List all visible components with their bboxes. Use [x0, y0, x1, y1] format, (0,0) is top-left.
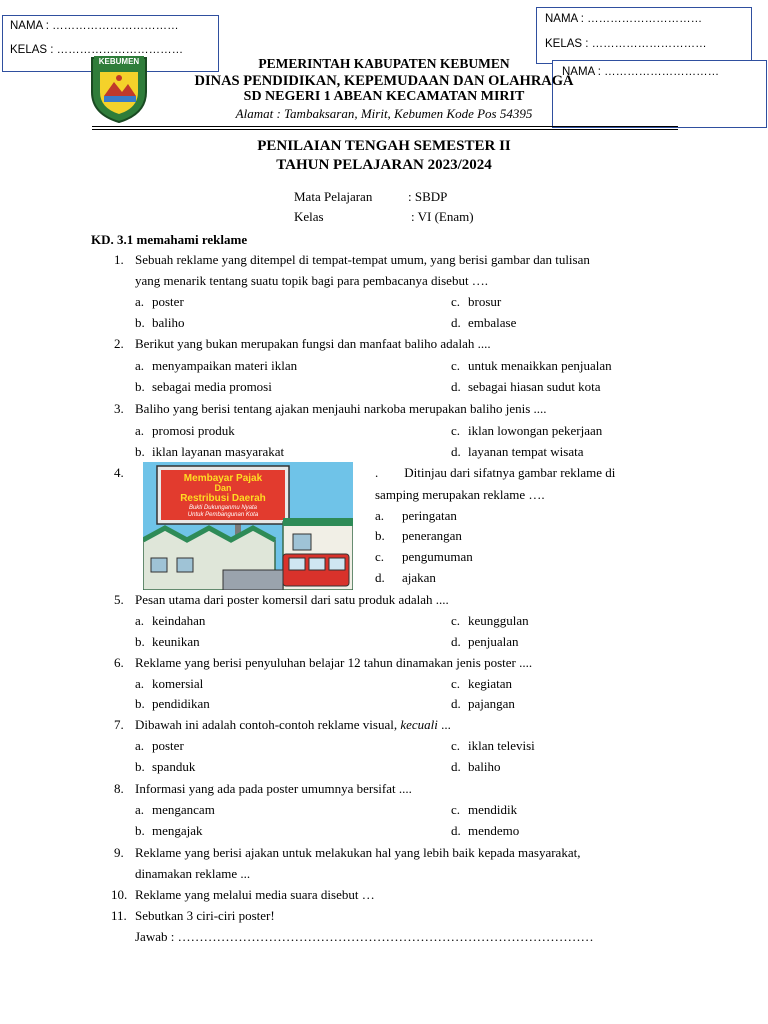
option-letter: b.: [135, 696, 145, 711]
option-letter: d.: [451, 823, 461, 838]
option-letter: d.: [451, 696, 461, 711]
competency-heading: KD. 3.1 memahami reklame: [91, 232, 248, 247]
billboard-line-1: Membayar Pajak: [183, 473, 263, 484]
question-text: Sebutkan 3 ciri-ciri poster!: [135, 908, 275, 923]
option-letter: b.: [135, 444, 145, 459]
question-number: 7.: [114, 717, 124, 732]
exam-year: TAHUN PELAJARAN 2023/2024: [276, 157, 492, 173]
question-text: . Ditinjau dari sifatnya gambar reklame di: [375, 465, 616, 480]
option-letter: a.: [135, 294, 145, 309]
subject-label: Mata Pelajaran: [294, 189, 373, 204]
question-text-italic: kecuali: [400, 717, 438, 732]
option-letter: c.: [451, 802, 461, 817]
billboard-line-3: Restribusi Daerah: [180, 493, 266, 504]
option-letter: b.: [135, 823, 145, 838]
option-letter: b.: [135, 315, 145, 330]
option-letter: b.: [375, 528, 385, 543]
option-d: penjualan: [468, 634, 519, 649]
class-label: Kelas: [294, 209, 324, 224]
billboard-line-2: Dan: [214, 483, 232, 493]
option-letter: b.: [135, 759, 145, 774]
billboard-line-4: Bukti Dukunganmu Nyata: [188, 505, 258, 511]
header-address: Alamat : Tambaksaran, Mirit, Kebumen Kode Pos 54395: [235, 106, 533, 121]
question-text: [135, 717, 451, 733]
option-a: promosi produk: [152, 423, 235, 438]
question-number: 1.: [114, 252, 124, 267]
question-text-cont: dinamakan reklame ...: [135, 866, 251, 881]
option-letter: c.: [451, 738, 461, 753]
question-text: Baliho yang berisi tentang ajakan menjauhi narkoba merupakan baliho jenis ....: [135, 401, 547, 416]
question-number: 8.: [114, 781, 124, 796]
option-letter: a.: [375, 508, 385, 523]
class-field-label: KELAS : ……………………………: [10, 44, 184, 56]
option-d: sebagai hiasan sudut kota: [468, 379, 601, 394]
option-a: poster: [152, 738, 184, 753]
option-letter: a.: [135, 613, 145, 628]
option-letter: a.: [135, 738, 145, 753]
option-letter: c.: [451, 294, 461, 309]
question-text: Informasi yang ada pada poster umumnya bersifat ....: [135, 781, 412, 796]
option-c: kegiatan: [468, 676, 513, 691]
header-line-3: SD NEGERI 1 ABEAN KECAMATAN MIRIT: [243, 89, 525, 104]
option-letter: c.: [451, 423, 461, 438]
option-a: poster: [152, 294, 184, 309]
name-field-label: NAMA : …………………………: [545, 13, 703, 25]
option-c: untuk menaikkan penjualan: [468, 358, 612, 373]
question-text: Reklame yang berisi penyuluhan belajar 12 tahun dinamakan jenis poster ....: [135, 655, 533, 670]
logo-text: KEBUMEN: [98, 57, 140, 66]
option-letter: c.: [451, 613, 461, 628]
option-letter: d.: [451, 634, 461, 649]
option-letter: c.: [451, 358, 461, 373]
subject-value: : SBDP: [408, 189, 448, 204]
option-b: pendidikan: [152, 696, 210, 711]
question-text: Pesan utama dari poster komersil dari satu produk adalah ....: [135, 592, 449, 607]
option-c: pengumuman: [402, 549, 473, 564]
option-c: mendidik: [468, 802, 518, 817]
question-number: 3.: [114, 401, 124, 416]
header-divider-thin: [92, 129, 678, 130]
option-letter: c.: [375, 549, 385, 564]
header-line-1: PEMERINTAH KABUPATEN KEBUMEN: [258, 56, 510, 71]
option-letter: d.: [451, 315, 461, 330]
exam-title: PENILAIAN TENGAH SEMESTER II: [257, 138, 511, 154]
option-b: sebagai media promosi: [152, 379, 272, 394]
option-letter: a.: [135, 358, 145, 373]
option-a: menyampaikan materi iklan: [152, 358, 298, 373]
option-a: peringatan: [402, 508, 457, 523]
name-field-label: NAMA : …………………………: [562, 66, 720, 78]
option-letter: c.: [451, 676, 461, 691]
option-a: komersial: [152, 676, 204, 691]
option-d: baliho: [468, 759, 501, 774]
class-field-label: KELAS : …………………………: [545, 38, 707, 50]
header-line-2: DINAS PENDIDIKAN, KEPEMUDAAN DAN OLAHRAGA: [194, 73, 574, 89]
option-b: mengajak: [152, 823, 203, 838]
option-letter: a.: [135, 802, 145, 817]
option-letter: d.: [451, 759, 461, 774]
option-b: iklan layanan masyarakat: [152, 444, 285, 459]
question-number: 5.: [114, 592, 124, 607]
option-a: keindahan: [152, 613, 206, 628]
question-text-cont: yang menarik tentang suatu topik bagi para pembacanya disebut ….: [135, 273, 489, 288]
question-number: 10.: [111, 887, 128, 902]
option-letter: b.: [135, 379, 145, 394]
answer-line[interactable]: Jawab : ……………………………………………………………………………………: [135, 929, 594, 944]
question-text-main: Dibawah ini adalah contoh-contoh reklame visual,: [135, 717, 401, 732]
option-letter: d.: [375, 570, 385, 585]
option-b: baliho: [152, 315, 185, 330]
billboard-line-5: Untuk Pembangunan Kota: [187, 512, 259, 518]
option-b: penerangan: [402, 528, 462, 543]
option-d: ajakan: [402, 570, 436, 585]
question-text: Sebuah reklame yang ditempel di tempat-tempat umum, yang berisi gambar dan tulisan: [135, 252, 590, 267]
option-a: mengancam: [152, 802, 215, 817]
name-field-label: NAMA : ……………………………: [10, 20, 179, 32]
option-d: pajangan: [468, 696, 515, 711]
option-letter: d.: [451, 379, 461, 394]
question-text: Reklame yang melalui media suara disebut …: [135, 887, 375, 902]
option-d: layanan tempat wisata: [468, 444, 584, 459]
question-number: 4.: [114, 465, 124, 480]
option-letter: d.: [451, 444, 461, 459]
question-number: 9.: [114, 845, 124, 860]
billboard-illustration: [143, 462, 353, 590]
question-number: 6.: [114, 655, 124, 670]
option-b: keunikan: [152, 634, 200, 649]
question-number: 2.: [114, 336, 124, 351]
question-text: Reklame yang berisi ajakan untuk melakukan hal yang lebih baik kepada masyarakat,: [135, 845, 581, 860]
question-text-end: ...: [437, 717, 451, 732]
option-b: spanduk: [152, 759, 196, 774]
option-d: mendemo: [468, 823, 520, 838]
option-c: brosur: [468, 294, 502, 309]
header-divider: [92, 126, 678, 127]
option-d: embalase: [468, 315, 517, 330]
option-letter: b.: [135, 634, 145, 649]
option-c: iklan televisi: [468, 738, 535, 753]
option-c: keunggulan: [468, 613, 529, 628]
question-number: 11.: [111, 908, 127, 923]
option-letter: a.: [135, 423, 145, 438]
class-value: : VI (Enam): [411, 209, 474, 224]
question-text: Berikut yang bukan merupakan fungsi dan manfaat baliho adalah ....: [135, 336, 491, 351]
option-c: iklan lowongan pekerjaan: [468, 423, 603, 438]
option-letter: a.: [135, 676, 145, 691]
question-text-cont: samping merupakan reklame ….: [375, 487, 545, 502]
